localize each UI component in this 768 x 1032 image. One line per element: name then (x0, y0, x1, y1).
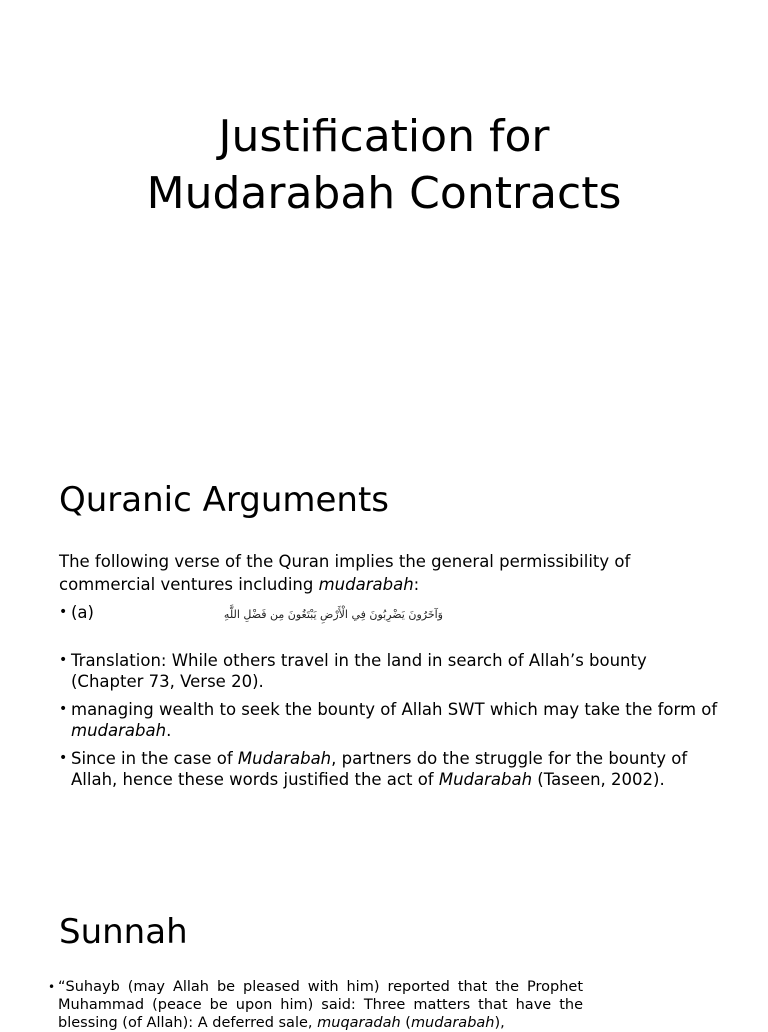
intro-emphasis: mudarabah (318, 575, 414, 594)
title-line-1: Justification for (218, 111, 550, 162)
intro-colon: : (413, 575, 420, 594)
slide-heading: Quranic Arguments (59, 480, 390, 520)
slide-title (0, 108, 768, 222)
quranic-arguments-slide (0, 432, 768, 864)
managing-period: . (166, 721, 172, 740)
intro-paragraph (59, 550, 719, 596)
title-line-2: Mudarabah Contracts (146, 168, 622, 219)
bullet-a-label: (a) (71, 603, 94, 622)
sunnah-slide (0, 864, 768, 1031)
intro-text: The following verse of the Quran implies the general permissibility of commercial ventures including (59, 552, 631, 594)
bullet-marker: • (48, 980, 56, 994)
bullet-item-managing (59, 699, 719, 741)
sunnah-text-1: “Suhayb (may Allah be pleased with him) reported that the Prophet Muhammad (peace be upon him) said: Three matters that have the blessing (of Allah): A deferred sale, (58, 979, 583, 1031)
bullet-item-since (59, 748, 719, 790)
bullet-list (59, 602, 719, 790)
managing-emphasis: mudarabah (71, 721, 167, 740)
since-text-3: (Taseen, 2002). (532, 770, 665, 789)
slide-heading: Sunnah (59, 912, 188, 952)
arabic-verse: وَآخَرُونَ يَضْرِبُونَ فِي الْأَرْضِ يَبْتَغُونَ مِن فَضْلِ اللَّهِ (223, 608, 443, 621)
managing-text: managing wealth to seek the bounty of Allah SWT which may take the form of (71, 700, 718, 719)
bullet-item-translation (59, 650, 719, 692)
sunnah-emphasis-2: mudarabah (410, 1015, 495, 1031)
translation-text: Translation: While others travel in the land in search of Allah’s bounty (Chapter 73, Verse 20). (71, 651, 647, 691)
since-emphasis-1: Mudarabah (237, 749, 332, 768)
sunnah-emphasis-1: muqaradah (317, 1015, 401, 1031)
since-text-1: Since in the case of (71, 749, 238, 768)
since-text-2: , partners do the struggle for the bounty of Allah, hence these words justified the act of (71, 749, 688, 789)
sunnah-text-3: ), (494, 1015, 505, 1031)
title-slide (0, 0, 768, 432)
bullet-item-a (59, 602, 719, 650)
sunnah-text-2: ( (400, 1015, 411, 1031)
since-emphasis-2: Mudarabah (438, 770, 533, 789)
